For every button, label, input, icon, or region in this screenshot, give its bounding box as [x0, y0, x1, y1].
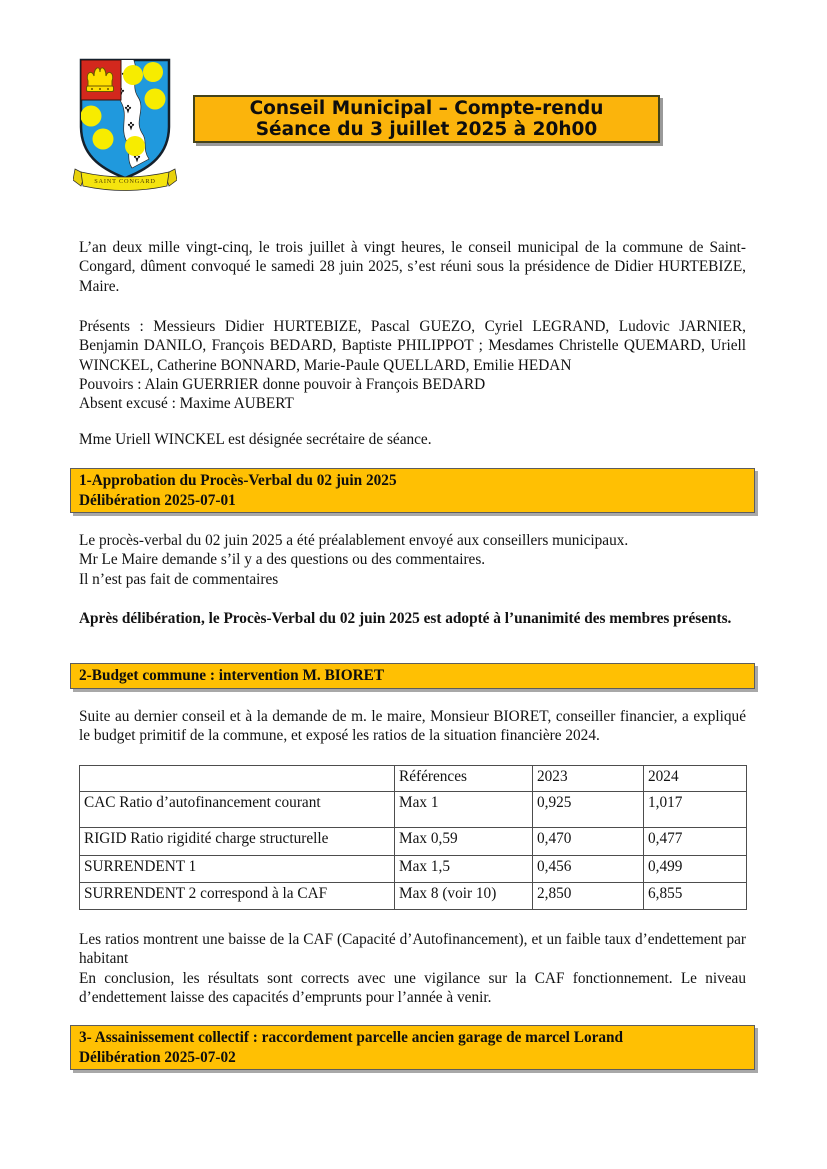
- attendance-block: [79, 317, 746, 413]
- table-row: [80, 828, 747, 856]
- title-line2: Séance du 3 juillet 2025 à 20h00: [255, 119, 598, 140]
- row-2024-value: 1,017: [644, 792, 747, 828]
- title-box: [193, 95, 660, 143]
- header-empty-cell: [80, 766, 395, 792]
- row-2024-value: 0,477: [644, 828, 747, 856]
- section2-body: Suite au dernier conseil et à la demande de m. le maire, Monsieur BIORET, conseiller financier, a expliqué le budget primitif de la commune, et exposé les ratios de la situation financière 2024.: [79, 708, 746, 745]
- header-2023-cell: 2023: [533, 766, 644, 792]
- row-2023-value: 0,470: [533, 828, 644, 856]
- row-2023-value: 0,456: [533, 856, 644, 883]
- row-label: SURRENDENT 1: [80, 856, 395, 883]
- analysis-line2: En conclusion, les résultats sont corrects avec une vigilance sur la CAF fonctionnement. Le niveau d’endettement laisse des capacités d’emprunts pour l’année à venir.: [79, 969, 746, 1006]
- convocation-paragraph: L’an deux mille vingt-cinq, le trois juillet à vingt heures, le conseil municipal de la commune de Saint-Congard, dûment convoqué le samedi 28 juin 2025, s’est réuni sous la présidence de Didier HURTEBIZE, Maire.: [79, 239, 746, 295]
- row-reference: Max 0,59: [395, 828, 533, 856]
- table-row: [80, 792, 747, 828]
- row-label: SURRENDENT 2 correspond à la CAF: [80, 883, 395, 910]
- presents-text: Présents : Messieurs Didier HURTEBIZE, Pascal GUEZO, Cyriel LEGRAND, Ludovic JARNIER, Benjamin DANILO, François BEDARD, Baptiste PHILIPPOT ; Mesdames Christelle QUEMARD, Uriell WINCKEL, Catherine BONNARD, Marie-Paule QUELLARD, Emilie HEDAN: [79, 318, 746, 374]
- table-row: [80, 856, 747, 883]
- header-references-cell: Références: [395, 766, 533, 792]
- section2-heading-line1: 2-Budget commune : intervention M. BIORET: [79, 667, 385, 684]
- table-row: [80, 883, 747, 910]
- row-reference: Max 1,5: [395, 856, 533, 883]
- pouvoirs-text: Pouvoirs : Alain GUERRIER donne pouvoir à François BEDARD: [79, 375, 486, 393]
- section3-heading-line2: Délibération 2025-07-02: [79, 1048, 236, 1066]
- section1-heading-bar: [70, 468, 755, 513]
- row-2024-value: 6,855: [644, 883, 747, 910]
- saint-congard-coat-of-arms-logo: [73, 56, 177, 194]
- row-label: CAC Ratio d’autofinancement courant: [80, 792, 395, 828]
- title-line1: Conseil Municipal – Compte-rendu: [249, 98, 604, 119]
- row-label: RIGID Ratio rigidité charge structurelle: [80, 828, 395, 856]
- section3-heading-line1: 3- Assainissement collectif : raccordement parcelle ancien garage de marcel Lorand: [79, 1029, 624, 1046]
- section1-heading-line1: 1-Approbation du Procès-Verbal du 02 juin 2025: [79, 472, 397, 489]
- section1-body: [79, 531, 746, 589]
- secretary-line: Mme Uriell WINCKEL est désignée secrétaire de séance.: [79, 431, 432, 448]
- row-2024-value: 0,499: [644, 856, 747, 883]
- row-2023-value: 2,850: [533, 883, 644, 910]
- section1-decision: Après délibération, le Procès-Verbal du 02 juin 2025 est adopté à l’unanimité des membres présents.: [79, 610, 732, 627]
- banner-text: SAINT CONGARD: [94, 178, 156, 185]
- absent-text: Absent excusé : Maxime AUBERT: [79, 395, 294, 413]
- table-header-row: [80, 766, 747, 792]
- header-2024-cell: 2024: [644, 766, 747, 792]
- analysis-line1: Les ratios montrent une baisse de la CAF (Capacité d’Autofinancement), et un faible taux d’endettement par habitant: [79, 931, 746, 968]
- section1-body-line2: Mr Le Maire demande s’il y a des questions ou des commentaires.: [79, 551, 486, 569]
- section1-heading-line2: Délibération 2025-07-01: [79, 491, 236, 509]
- section2-heading-bar: [70, 663, 755, 689]
- row-2023-value: 0,925: [533, 792, 644, 828]
- row-reference: Max 1: [395, 792, 533, 828]
- section3-heading-bar: [70, 1025, 755, 1070]
- row-reference: Max 8 (voir 10): [395, 883, 533, 910]
- financial-ratios-table: [79, 765, 747, 910]
- section1-body-line3: Il n’est pas fait de commentaires: [79, 570, 279, 588]
- section2-analysis: [79, 930, 746, 1007]
- section1-body-line1: Le procès-verbal du 02 juin 2025 a été préalablement envoyé aux conseillers municipaux.: [79, 532, 629, 549]
